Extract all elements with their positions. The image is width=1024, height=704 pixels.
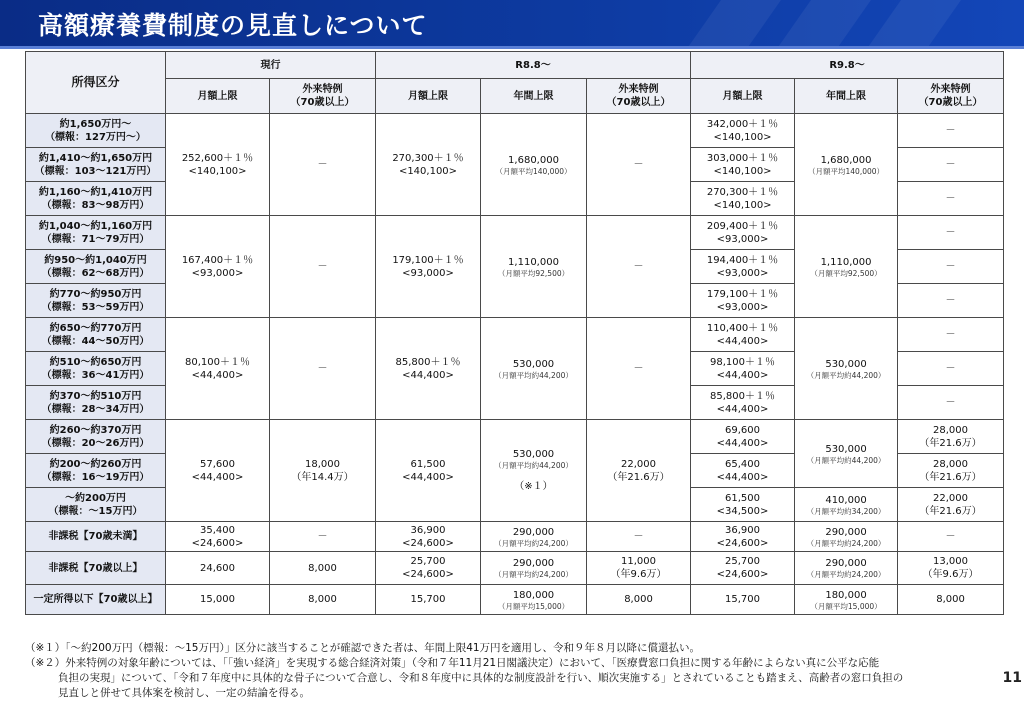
r9-monthly-cell: 65,400 <44,400> (691, 454, 795, 488)
r8-header: R8.8～ (376, 52, 691, 79)
r9-monthly-cell: 209,400＋１％ <93,000> (691, 216, 795, 250)
r9-monthly-cell: 25,700 <24,600> (691, 552, 795, 585)
r8-monthly-cell: 85,800＋１％ <44,400> (376, 318, 481, 420)
table-row (26, 114, 1004, 148)
r9-outpatient-cell: 8,000 (898, 585, 1004, 615)
r8-annual-cell: 290,000 （月額平均約24,200） (481, 522, 587, 552)
r8-annual-cell: 530,000 （月額平均約44,200） (481, 318, 587, 420)
income-category: 約1,650万円～ （標報：127万円～） (26, 114, 166, 148)
r9-outpatient-header: 外来特例 （70歳以上） (898, 79, 1004, 114)
r9-annual-cell: 1,680,000 （月額平均140,000） (795, 114, 898, 216)
income-category: 約1,410～約1,650万円 （標報：103～121万円） (26, 148, 166, 182)
r8-outpatient-cell: 11,000 （年9.6万） (587, 552, 691, 585)
footnote-2-line-3: 見直しと併せて具体案を検討し、一定の結論を得る。 (58, 686, 310, 699)
r9-annual-cell: 530,000 （月額平均約44,200） (795, 318, 898, 420)
current-outpatient-cell: 18,000 （年14.4万） (270, 420, 376, 522)
r8-monthly-cell: 15,700 (376, 585, 481, 615)
income-category: 約950～約1,040万円 （標報：62～68万円） (26, 250, 166, 284)
r8-monthly-cell: 36,900 <24,600> (376, 522, 481, 552)
r8-annual-cell: 1,110,000 （月額平均92,500） (481, 216, 587, 318)
current-monthly-cell: 80,100＋１％ <44,400> (166, 318, 270, 420)
r9-monthly-cell: 110,400＋１％ <44,400> (691, 318, 795, 352)
current-outpatient-header: 外来特例 （70歳以上） (270, 79, 376, 114)
income-category: 非課税【70歳未満】 (26, 522, 166, 552)
r8-outpatient-cell: 22,000 （年21.6万） (587, 420, 691, 522)
r8-monthly-header: 月額上限 (376, 79, 481, 114)
r9-monthly-cell: 15,700 (691, 585, 795, 615)
header-decoration (672, 0, 788, 46)
r9-outpatient-cell: － (898, 352, 1004, 386)
header-bar (0, 0, 1024, 46)
r9-outpatient-cell: － (898, 148, 1004, 182)
header-decoration (852, 0, 968, 46)
current-outpatient-cell: － (270, 216, 376, 318)
r8-annual-cell: 290,000 （月額平均約24,200） (481, 552, 587, 585)
income-category: 一定所得以下【70歳以上】 (26, 585, 166, 615)
r9-monthly-cell: 179,100＋１％ <93,000> (691, 284, 795, 318)
footnote-1: （※１）「～約200万円（標報：～15万円）」区分に該当することが確認できた者は、年間上限41万円を適用し、令和９年８月以降に償還払い。 (25, 642, 701, 654)
r8-outpatient-cell: － (587, 216, 691, 318)
income-category: 非課税【70歳以上】 (26, 552, 166, 585)
r8-outpatient-header: 外来特例 （70歳以上） (587, 79, 691, 114)
r8-monthly-cell: 179,100＋１％ <93,000> (376, 216, 481, 318)
header-decoration (762, 0, 878, 46)
current-outpatient-cell: － (270, 318, 376, 420)
r9-outpatient-cell: － (898, 114, 1004, 148)
income-category: 約200～約260万円 （標報：16～19万円） (26, 454, 166, 488)
r9-monthly-cell: 270,300＋１％ <140,100> (691, 182, 795, 216)
r9-monthly-cell: 36,900 <24,600> (691, 522, 795, 552)
r9-monthly-cell: 98,100＋１％ <44,400> (691, 352, 795, 386)
r8-annual-header: 年間上限 (481, 79, 587, 114)
table-row (26, 522, 1004, 552)
cost-cap-table (25, 51, 1004, 615)
table-row (26, 420, 1004, 454)
r9-header: R9.8～ (691, 52, 1004, 79)
current-monthly-header: 月額上限 (166, 79, 270, 114)
current-monthly-cell: 24,600 (166, 552, 270, 585)
current-monthly-cell: 35,400 <24,600> (166, 522, 270, 552)
r9-outpatient-cell: 28,000 （年21.6万） (898, 420, 1004, 454)
r8-annual-cell: 530,000 （月額平均約44,200） （※１） (481, 420, 587, 522)
r9-monthly-cell: 61,500 <34,500> (691, 488, 795, 522)
r9-annual-cell: 290,000 （月額平均約24,200） (795, 552, 898, 585)
r8-outpatient-cell: 8,000 (587, 585, 691, 615)
r9-annual-cell: 1,110,000 （月額平均92,500） (795, 216, 898, 318)
r8-outpatient-cell: － (587, 318, 691, 420)
income-category-header: 所得区分 (26, 52, 166, 114)
r8-outpatient-cell: － (587, 522, 691, 552)
table-row (26, 585, 1004, 615)
r9-outpatient-cell: － (898, 250, 1004, 284)
r9-annual-cell: 410,000 （月額平均約34,200） (795, 488, 898, 522)
r9-monthly-cell: 85,800＋１％ <44,400> (691, 386, 795, 420)
income-category: 約510～約650万円 （標報：36～41万円） (26, 352, 166, 386)
income-category: 約1,160～約1,410万円 （標報：83～98万円） (26, 182, 166, 216)
current-monthly-cell: 252,600＋１％ <140,100> (166, 114, 270, 216)
table-row (26, 552, 1004, 585)
current-monthly-cell: 15,000 (166, 585, 270, 615)
r8-annual-cell: 1,680,000 （月額平均140,000） (481, 114, 587, 216)
income-category: 約1,040～約1,160万円 （標報：71～79万円） (26, 216, 166, 250)
r9-outpatient-cell: 13,000 （年9.6万） (898, 552, 1004, 585)
r8-monthly-cell: 270,300＋１％ <140,100> (376, 114, 481, 216)
table-row (26, 216, 1004, 250)
r9-outpatient-cell: － (898, 284, 1004, 318)
r9-monthly-cell: 194,400＋１％ <93,000> (691, 250, 795, 284)
income-category: 約260～約370万円 （標報：20～26万円） (26, 420, 166, 454)
page-number: 11 (1002, 670, 1022, 686)
footnotes (25, 641, 1005, 701)
r9-annual-cell: 180,000 （月額平均15,000） (795, 585, 898, 615)
r9-outpatient-cell: － (898, 522, 1004, 552)
current-outpatient-cell: － (270, 522, 376, 552)
page-title: 高額療養費制度の見直しについて (38, 11, 428, 40)
footnote-2-line-2: 負担の実現」について、「令和７年度中に具体的な骨子について合意し、令和８年度中に具体的な制度設計を行い、順次実施する」とされていることも踏まえ、高齢者の窓口負担の (58, 671, 904, 684)
r8-outpatient-cell: － (587, 114, 691, 216)
r9-outpatient-cell: － (898, 216, 1004, 250)
r9-monthly-cell: 342,000＋１％ <140,100> (691, 114, 795, 148)
income-category: 約650～約770万円 （標報：44～50万円） (26, 318, 166, 352)
current-outpatient-cell: － (270, 114, 376, 216)
r9-outpatient-cell: － (898, 182, 1004, 216)
current-monthly-cell: 57,600 <44,400> (166, 420, 270, 522)
r9-annual-cell: 530,000 （月額平均約44,200） (795, 420, 898, 488)
note-reference: （※１） (514, 481, 553, 492)
income-category: 約370～約510万円 （標報：28～34万円） (26, 386, 166, 420)
r8-monthly-cell: 25,700 <24,600> (376, 552, 481, 585)
r8-annual-cell: 180,000 （月額平均15,000） (481, 585, 587, 615)
r9-annual-header: 年間上限 (795, 79, 898, 114)
current-outpatient-cell: 8,000 (270, 552, 376, 585)
footnote-2-line-1: （※２）外来特例の対象年齢については、「「強い経済」を実現する総合経済対策」（令和７年11月21日閣議決定）において、「医療費窓口負担に関する年齢によらない真に公平な応能 (25, 656, 880, 669)
current-header: 現行 (166, 52, 376, 79)
r9-monthly-header: 月額上限 (691, 79, 795, 114)
table-row (26, 318, 1004, 352)
r9-annual-cell: 290,000 （月額平均約24,200） (795, 522, 898, 552)
income-category: ～約200万円 （標報：～15万円） (26, 488, 166, 522)
r9-outpatient-cell: 22,000 （年21.6万） (898, 488, 1004, 522)
r8-monthly-cell: 61,500 <44,400> (376, 420, 481, 522)
r9-outpatient-cell: 28,000 （年21.6万） (898, 454, 1004, 488)
r9-monthly-cell: 69,600 <44,400> (691, 420, 795, 454)
current-monthly-cell: 167,400＋１％ <93,000> (166, 216, 270, 318)
current-outpatient-cell: 8,000 (270, 585, 376, 615)
r9-outpatient-cell: － (898, 318, 1004, 352)
r9-monthly-cell: 303,000＋１％ <140,100> (691, 148, 795, 182)
income-category: 約770～約950万円 （標報：53～59万円） (26, 284, 166, 318)
r9-outpatient-cell: － (898, 386, 1004, 420)
title-underline (0, 46, 1024, 49)
